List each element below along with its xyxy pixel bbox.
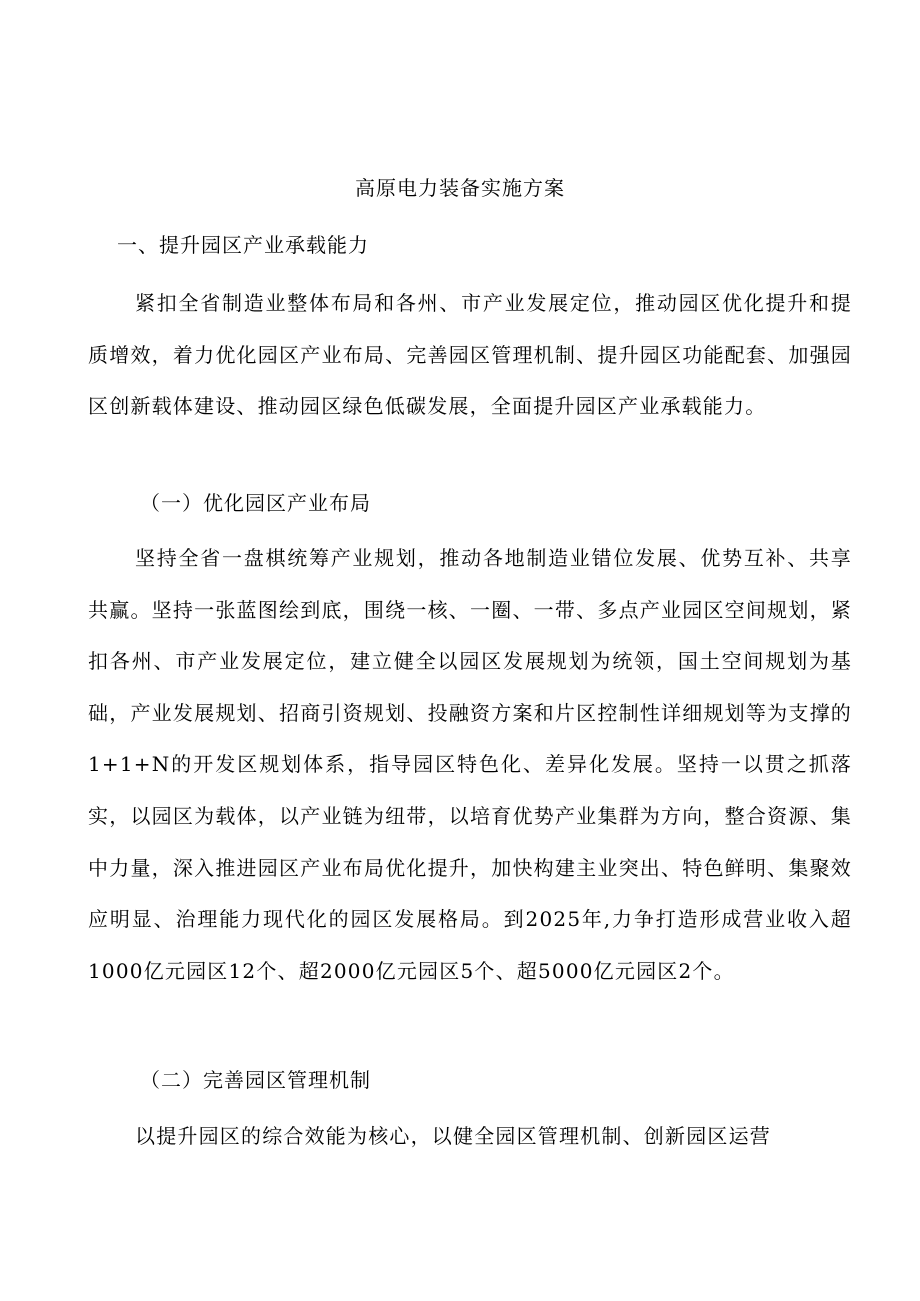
- subsection-management-paragraph: 以提升园区的综合效能为核心，以健全园区管理机制、创新园区运营: [135, 1124, 771, 1148]
- subsection-layout-paragraph: 坚持全省一盘棋统筹产业规划，推动各地制造业错位发展、优势互补、共享共赢。坚持一张蓝图绘到底，围绕一核、一圈、一带、多点产业园区空间规划，紧扣各州、市产业发展定位，建立健全以园区发展规划为统领，国土空间规划为基础，产业发展规划、招商引资规划、投融资方案和片区控制性详细规划等为支撑的1+1+N的开发区规划体系，指导园区特色化、差异化发展。坚持一以贯之抓落实，以园区为载体，以产业链为纽带，以培育优势产业集群为方向，整合资源、集中力量，深入推进园区产业布局优化提升，加快构建主业突出、特色鲜明、集聚效应明显、治理能力现代化的园区发展格局。到2025年,力争打造形成营业收入超1000亿元园区12个、超2000亿元园区5个、超5000亿元园区2个。: [88, 546, 852, 983]
- section-intro-paragraph: 紧扣全省制造业整体布局和各州、市产业发展定位，推动园区优化提升和提质增效，着力优化园区产业布局、完善园区管理机制、提升园区功能配套、加强园区创新载体建设、推动园区绿色低碳发展，全面提升园区产业承载能力。: [88, 291, 852, 419]
- subsection-heading-management: （二）完善园区管理机制: [140, 1068, 371, 1092]
- subsection-heading-layout: （一）优化园区产业布局: [140, 491, 371, 515]
- document-title: 高原电力装备实施方案: [355, 176, 565, 200]
- section-heading: 一、提升园区产业承载能力: [117, 233, 369, 257]
